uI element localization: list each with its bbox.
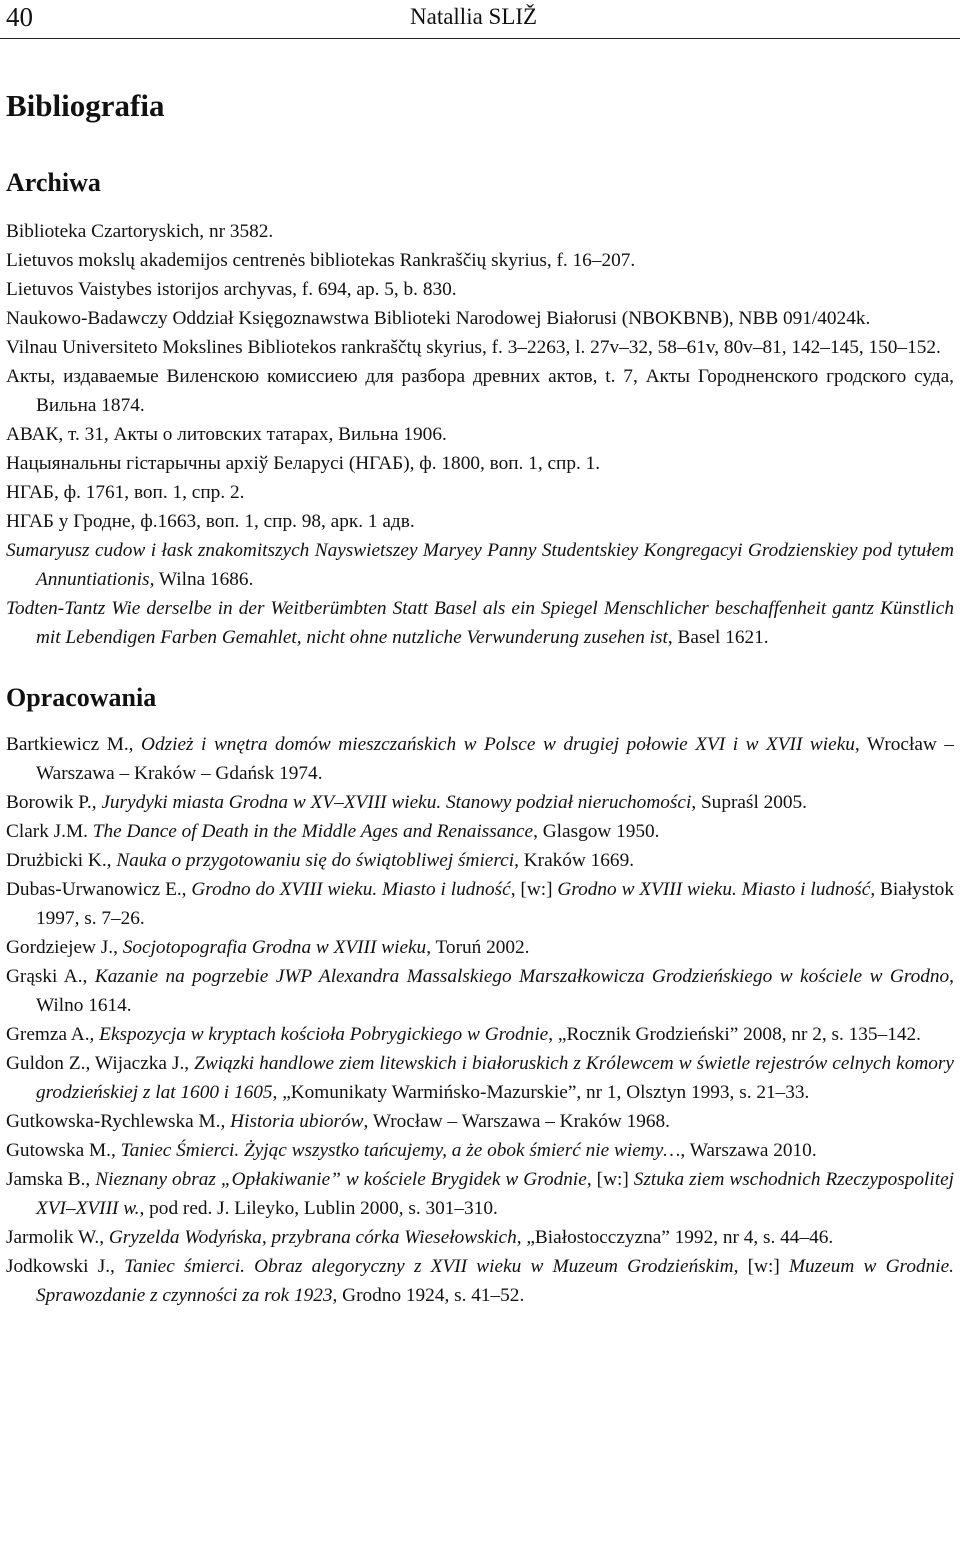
entry-text: , „Białostocczyzna” 1992, nr 4, s. 44–46. <box>516 1227 834 1248</box>
bibliography-entry <box>6 536 954 594</box>
page-title: Bibliografia <box>6 88 165 123</box>
bibliography-entry <box>6 1223 954 1252</box>
entry-text: Jamska B., <box>6 1169 96 1190</box>
page-number: 40 <box>6 2 33 32</box>
entry-title-text: Nieznany obraz „Opłakiwanie” w kościele Brygidek w Grodnie <box>95 1169 587 1190</box>
entry-title-text: Socjotopografia Grodna w XVIII wieku <box>122 937 427 958</box>
entry-title-text: Ekspozycja w kryptach kościoła Pobrygickiego w Grodnie <box>99 1024 549 1045</box>
bibliography-entry <box>6 478 954 507</box>
entry-text: Gremza A., <box>6 1024 100 1045</box>
bibliography-entry <box>6 420 954 449</box>
running-head: Natallia SLIŽ <box>410 4 538 29</box>
entry-text: АВАК, т. 31, Акты о литовских татарах, Вильна 1906. <box>6 424 447 445</box>
bibliography-entry <box>6 1049 954 1107</box>
entry-text: Bartkiewicz M., <box>6 734 142 755</box>
entry-title-text: Jurydyki miasta Grodna w XV–XVIII wieku. Stanowy podział nieruchomości <box>101 792 692 813</box>
entry-title-text: Odzież i wnętra domów mieszczańskich w Polsce w drugiej połowie XVI i w XVII wieku <box>141 734 855 755</box>
entry-text: Lietuvos mokslų akademijos centrenės bibliotekas Rankraščių skyrius, f. 16–207. <box>6 250 636 271</box>
entry-text: Borowik P., <box>6 792 102 813</box>
entry-title-text: Sumaryusz cudow i łask znakomitszych Nayswietszey Maryey Panny Studentskiey Kongregacyi Grodzienskiey pod tytułem Annuntiationis <box>6 540 954 590</box>
bibliography-entry <box>6 875 954 933</box>
entry-text: Dubas-Urwanowicz E., <box>6 879 192 900</box>
entry-title-text: Grodno w XVIII wieku. Miasto i ludność <box>557 879 871 900</box>
bibliography-entry <box>6 507 954 536</box>
entry-title-text: Związki handlowe ziem litewskich i białoruskich z Królewcem w świetle rejestrów celnych komory grodzieńskiej z lat 1600 i 1605 <box>36 1053 954 1103</box>
entry-text: , „Rocznik Grodzieński” 2008, nr 2, s. 135–142. <box>548 1024 921 1045</box>
bibliography-entry <box>6 1020 954 1049</box>
entry-text: Clark J.M. <box>6 821 93 842</box>
entry-text: НГАБ, ф. 1761, воп. 1, спр. 2. <box>6 482 245 503</box>
bibliography-entry <box>6 1165 954 1223</box>
entry-text: , Toruń 2002. <box>426 937 530 958</box>
entry-text: Jodkowski J., <box>6 1256 125 1277</box>
bibliography-entry <box>6 817 954 846</box>
entry-text: Lietuvos Vaistybes istorijos archyvas, f. 694, ap. 5, b. 830. <box>6 279 457 300</box>
entry-text: , [w:] <box>733 1256 789 1277</box>
entry-title-text: Grodno do XVIII wieku. Miasto i ludność <box>191 879 511 900</box>
bibliography-entry <box>6 933 954 962</box>
entry-text: Drużbicki K., <box>6 850 117 871</box>
bibliography-entry <box>6 1136 954 1165</box>
entry-text: Guldon Z., Wijaczka J., <box>6 1053 195 1074</box>
entry-text: , Wilna 1686. <box>149 569 254 590</box>
bibliography-entry <box>6 846 954 875</box>
bibliography-entry <box>6 275 954 304</box>
entry-text: Gutowska M., <box>6 1140 121 1161</box>
entry-text: , Kraków 1669. <box>514 850 635 871</box>
entry-text: Gordziejew J., <box>6 937 123 958</box>
entry-text: , Grodno 1924, s. 41–52. <box>332 1285 525 1306</box>
bibliography-entry <box>6 449 954 478</box>
entry-title-text: Historia ubiorów <box>230 1111 364 1132</box>
entry-title-text: Kazanie na pogrzebie JWP Alexandra Massalskiego Marszałkowicza Grodzieńskiego w kościele w Grodno <box>94 966 950 987</box>
entry-title-text: Taniec śmierci. Obraz alegoryczny z XVII wieku w Muzeum Grodzieńskim <box>124 1256 734 1277</box>
entry-text: Jarmolik W., <box>6 1227 109 1248</box>
entry-text: , Basel 1621. <box>667 627 769 648</box>
bibliography-entry <box>6 333 954 362</box>
entry-text: , [w:] <box>586 1169 634 1190</box>
entry-text: , Glasgow 1950. <box>533 821 660 842</box>
entry-text: , Warszawa 2010. <box>680 1140 817 1161</box>
entry-text: , „Komunikaty Warmińsko-Mazurskie”, nr 1, Olsztyn 1993, s. 21–33. <box>272 1082 810 1103</box>
archiwa-list <box>6 217 954 652</box>
bibliography-entry <box>6 962 954 1020</box>
bibliography-entry <box>6 304 954 333</box>
page-header <box>0 0 960 39</box>
entry-text: , Wilno 1614. <box>36 966 954 1016</box>
bibliography <box>6 83 954 1310</box>
entry-text: Naukowo-Badawczy Oddział Księgoznawstwa Biblioteki Narodowej Białorusi (NBOKBNB), NBB 091/4024k. <box>6 308 871 329</box>
entry-title-text: Taniec Śmierci. Żyjąc wszystko tańcujemy, a że obok śmierć nie wiemy… <box>120 1140 681 1161</box>
entry-text: , pod red. J. Lileyko, Lublin 2000, s. 301–310. <box>139 1198 498 1219</box>
bibliography-entry <box>6 730 954 788</box>
bibliography-entry <box>6 1107 954 1136</box>
entry-text: , Wrocław – Warszawa – Kraków 1968. <box>363 1111 670 1132</box>
entry-title-text: Todten-Tantz Wie derselbe in der Weitberümbten Statt Basel als ein Spiegel Menschlicher beschaffenheit gantz Künstlich mit Lebendigen Farben Gemahlet, nicht ohne nutzliche Verwunderung zusehen ist <box>6 598 954 648</box>
entry-title-text: Gryzelda Wodyńska, przybrana córka Wiesełowskich <box>108 1227 517 1248</box>
entry-text: Vilnau Universiteto Mokslines Bibliotekos rankraščtų skyrius, f. 3–2263, l. 27v–32, 58–61v, 80v–81, 142–145, 150–152. <box>6 337 941 358</box>
entry-text: НГАБ у Гродне, ф.1663, воп. 1, спр. 98, арк. 1 адв. <box>6 511 415 532</box>
entry-text: , [w:] <box>510 879 558 900</box>
bibliography-entry <box>6 788 954 817</box>
section-heading-opracowania: Opracowania <box>6 683 157 712</box>
opracowania-list <box>6 730 954 1310</box>
entry-text: , Supraśl 2005. <box>691 792 807 813</box>
entry-text: , Białystok 1997, s. 7–26. <box>36 879 954 929</box>
entry-title-text: The Dance of Death in the Middle Ages and Renaissance <box>92 821 534 842</box>
entry-title-text: Nauka o przygotowaniu się do świątobliwej śmierci <box>116 850 515 871</box>
entry-title-text: Muzeum w Grodnie. Sprawozdanie z czynności za rok 1923 <box>36 1256 954 1306</box>
entry-text: , Wrocław – Warszawa – Kraków – Gdańsk 1974. <box>36 734 954 784</box>
entry-text: Biblioteka Czartoryskich, nr 3582. <box>6 221 274 242</box>
entry-text: Grąski A., <box>6 966 95 987</box>
entry-title-text: Sztuka ziem wschodnich Rzeczypospolitej XVI–XVIII w. <box>36 1169 954 1219</box>
bibliography-entry <box>6 1252 954 1310</box>
section-heading-archiwa: Archiwa <box>6 168 101 197</box>
bibliography-entry <box>6 362 954 420</box>
entry-text: Акты, издаваемые Виленскою комиссиею для разбора древних актов, t. 7, Акты Городненского гродского суда, Вильна 1874. <box>6 366 954 416</box>
bibliography-entry <box>6 246 954 275</box>
bibliography-entry <box>6 594 954 652</box>
entry-text: Нацыянальны гістарычны архіў Беларусі (НГАБ), ф. 1800, воп. 1, спр. 1. <box>6 453 601 474</box>
entry-text: Gutkowska-Rychlewska M., <box>6 1111 231 1132</box>
bibliography-entry <box>6 217 954 246</box>
